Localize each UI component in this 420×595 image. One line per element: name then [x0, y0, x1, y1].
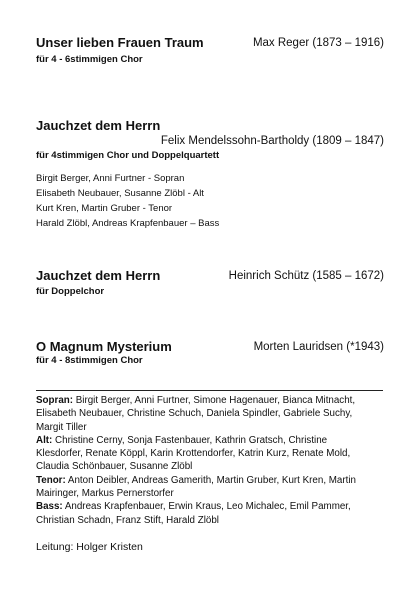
section-divider	[36, 390, 383, 391]
work-composer: Max Reger (1873 – 1916)	[252, 37, 384, 49]
work-1	[36, 35, 384, 51]
voice-names: Birgit Berger, Anni Furtner, Simone Hagenauer, Bianca Mitnacht, Elisabeth Neubauer, Christine Schuch, Daniela Spindler, Gabriele Suchy, Margit Tiller	[36, 395, 356, 433]
work-composer: Morten Lauridsen (*1943)	[253, 341, 384, 353]
soloist-line: Elisabeth Neubauer, Susanne Zlöbl - Alt	[36, 188, 204, 199]
work-composer: Heinrich Schütz (1585 – 1672)	[228, 270, 384, 282]
soloist-line: Kurt Kren, Martin Gruber - Tenor	[36, 203, 173, 214]
voice-label: Tenor:	[36, 474, 66, 486]
conductor-credit: Leitung: Holger Kristen	[36, 541, 143, 553]
work-subtitle: für 4stimmigen Chor und Doppelquartett	[36, 150, 220, 161]
soloist-line: Harald Zlöbl, Andreas Krapfenbauer – Bass	[36, 218, 220, 229]
voice-label: Bass:	[36, 501, 63, 513]
work-title: Jauchzet dem Herrn	[36, 268, 161, 283]
voice-label: Alt:	[36, 434, 53, 446]
voice-names: Anton Deibler, Andreas Gamerith, Martin Gruber, Kurt Kren, Martin Mairinger, Markus Pernerstorfer	[36, 474, 356, 500]
work-2	[36, 118, 384, 134]
choir-section-sopran	[36, 394, 376, 434]
work-3	[36, 268, 384, 284]
voice-names: Andreas Krapfenbauer, Erwin Kraus, Leo Michalec, Emil Pammer, Christian Schadn, Franz Stift, Harald Zlöbl	[36, 501, 351, 526]
choir-section-tenor	[36, 474, 376, 501]
soloist-line: Birgit Berger, Anni Furtner - Sopran	[36, 173, 185, 184]
choir-section-bass	[36, 500, 376, 527]
work-title: Unser lieben Frauen Traum	[36, 35, 204, 50]
choir-roster	[36, 394, 376, 527]
work-title: O Magnum Mysterium	[36, 339, 172, 354]
work-subtitle: für 4 - 6stimmigen Chor	[36, 54, 143, 65]
work-composer: Felix Mendelssohn-Bartholdy (1809 – 1847)	[160, 135, 384, 147]
work-subtitle: für Doppelchor	[36, 286, 105, 297]
voice-names: Christine Cerny, Sonja Fastenbauer, Kathrin Gratsch, Christine Klesdorfer, Renate Köppl, Karin Krottendorfer, Katrin Kurz, Renate Mold, Claudia Schönbauer, Susanne Zlöbl	[36, 434, 351, 473]
voice-label: Sopran:	[36, 395, 74, 406]
work-title: Jauchzet dem Herrn	[36, 118, 161, 133]
work-4	[36, 339, 384, 355]
choir-section-alt	[36, 434, 376, 474]
work-subtitle: für 4 - 8stimmigen Chor	[36, 355, 143, 366]
